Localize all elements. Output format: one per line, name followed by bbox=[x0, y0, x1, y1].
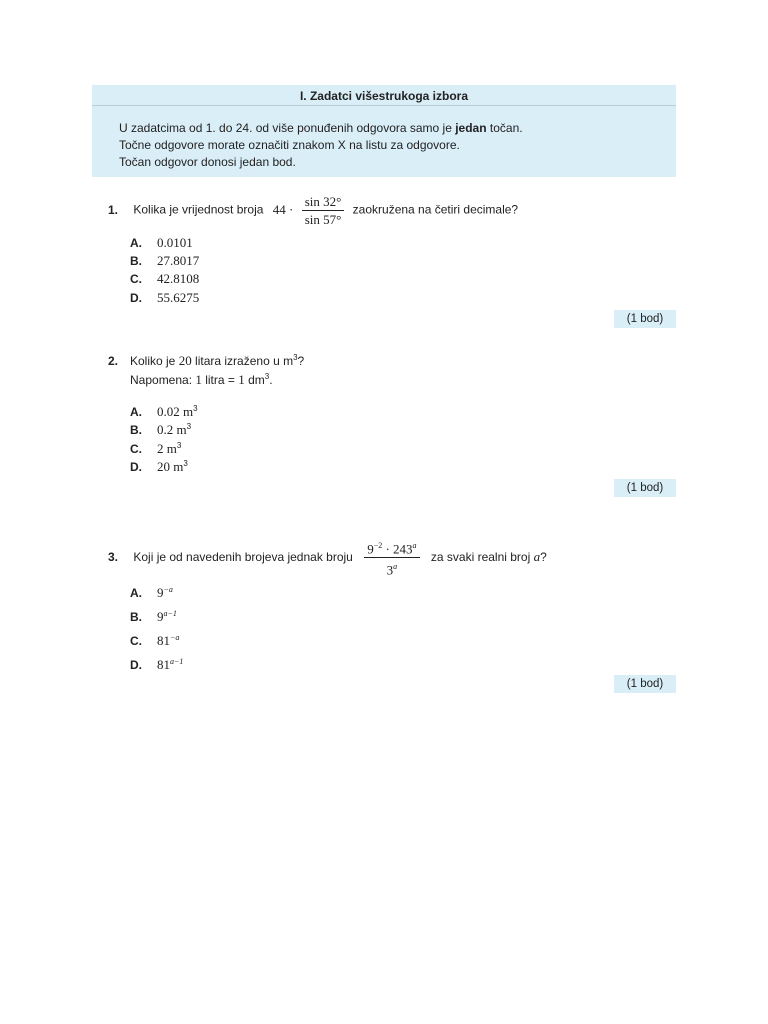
question-number: 3. bbox=[108, 550, 119, 564]
fraction-denominator: sin 57° bbox=[304, 212, 342, 227]
instruction-line-1: U zadatcima od 1. do 24. od više ponuđenih odgovora samo je jedan točan. bbox=[119, 121, 523, 135]
question-number: 1. bbox=[108, 202, 119, 217]
option-c: C. 2 $m^3$ bbox=[130, 441, 182, 456]
section-divider bbox=[92, 105, 676, 106]
section-title: I. Zadatci višestrukoga izbora bbox=[299, 89, 469, 103]
option-a: A. 0.0101 bbox=[130, 235, 193, 250]
question-2: 2. Koliko je 20 litara izraženo u $m^3$? bbox=[108, 353, 305, 368]
option-b: B. 0.2 $m^3$ bbox=[130, 422, 192, 437]
question-text-end: zaokružena na četiri decimale? bbox=[352, 202, 519, 217]
question-text: Kolika je vrijednost broja bbox=[133, 202, 264, 217]
points-badge: (1 bod) bbox=[614, 310, 676, 328]
fraction-numerator: $9^{-2} \cdot 243^a$ bbox=[364, 538, 419, 558]
fraction bbox=[364, 538, 419, 578]
fraction bbox=[302, 194, 345, 227]
points-badge: (1 bod) bbox=[614, 675, 676, 693]
instructions-box bbox=[92, 85, 676, 177]
option-c: C. $81^{-a}$ bbox=[130, 633, 180, 648]
question-number: 2. bbox=[108, 354, 119, 368]
fraction-denominator: 3$^a$ bbox=[386, 562, 398, 578]
question-3 bbox=[108, 538, 547, 578]
instruction-line-3: Točan odgovor donosi jedan bod. bbox=[119, 155, 296, 169]
option-d: D. $81^{a-1}$ bbox=[130, 657, 184, 672]
question-1 bbox=[108, 194, 518, 227]
option-d: D. 55.6275 bbox=[130, 290, 200, 305]
option-c: C. 42.8108 bbox=[130, 271, 200, 286]
coefficient: 44 · bbox=[272, 201, 294, 217]
option-d: D. 20 $m^3$ bbox=[130, 459, 188, 474]
option-b: B. 27.8017 bbox=[130, 253, 200, 268]
option-b: B. $9^{a-1}$ bbox=[130, 609, 177, 624]
option-a: A. $9^{-a}$ bbox=[130, 585, 173, 600]
question-text: Koji je od navedenih brojeva jednak broju bbox=[133, 550, 353, 564]
instruction-line-2: Točne odgovore morate označiti znakom X na listu za odgovore. bbox=[119, 138, 460, 152]
points-badge: (1 bod) bbox=[614, 479, 676, 497]
option-a: A. 0.02 $m^3$ bbox=[130, 404, 198, 419]
question-text-end: za svaki realni broj a? bbox=[430, 549, 547, 564]
fraction-numerator: sin 32° bbox=[302, 194, 345, 211]
question-2-note: Napomena: 1 litra = 1 $dm^3$. bbox=[130, 372, 273, 387]
